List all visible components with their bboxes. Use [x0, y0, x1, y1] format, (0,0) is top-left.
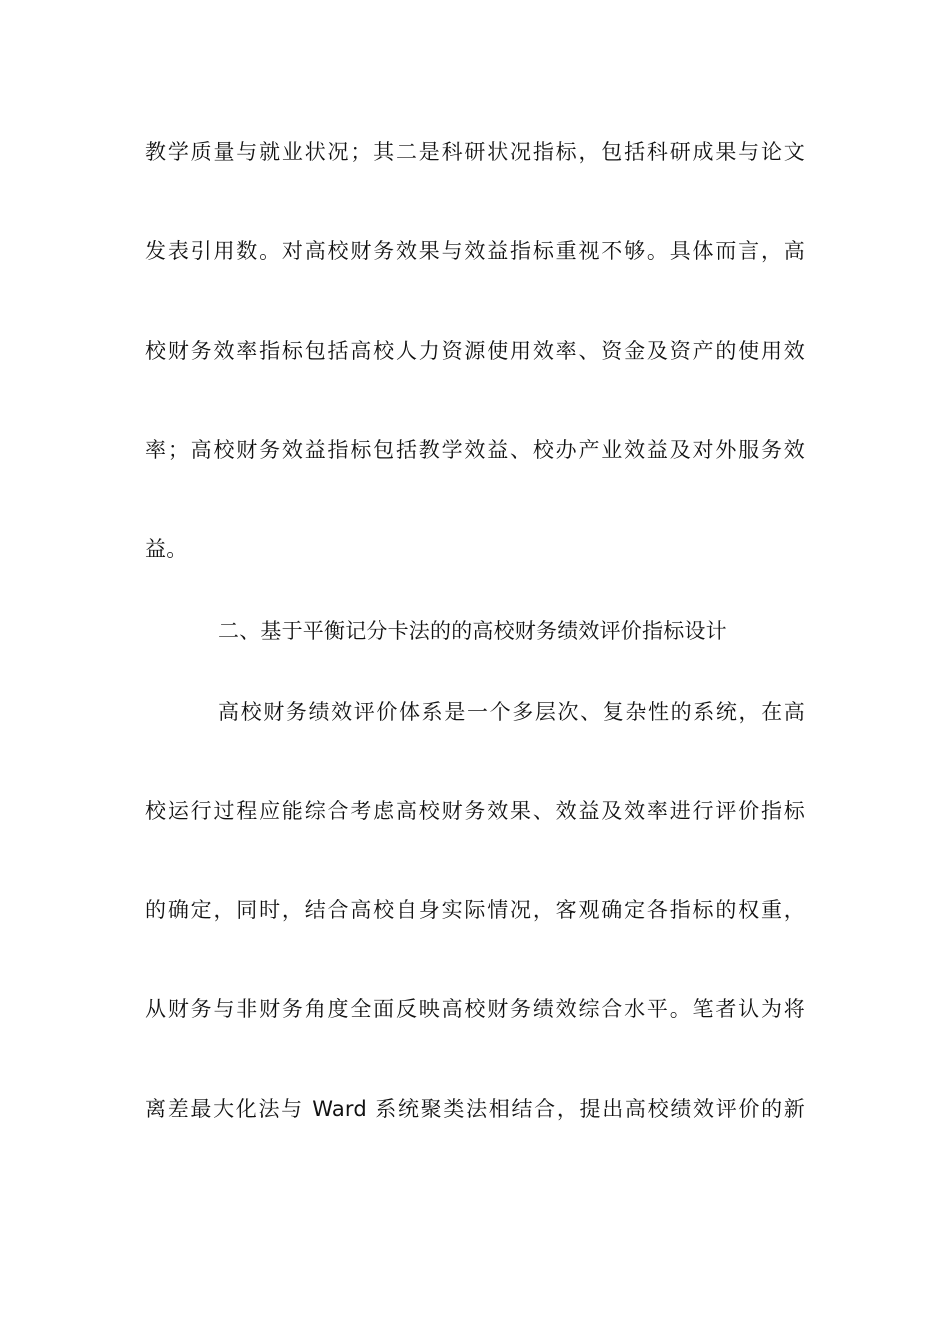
paragraph-2-line-2: 校运行过程应能综合考虑高校财务效果、效益及效率进行评价指标	[145, 799, 805, 823]
section-heading: 二、基于平衡记分卡法的的高校财务绩效评价指标设计	[218, 619, 727, 643]
paragraph-1-line-3: 校财务效率指标包括高校人力资源使用效率、资金及资产的使用效	[145, 339, 805, 363]
paragraph-2-line-3: 的确定，同时，结合高校自身实际情况，客观确定各指标的权重，	[145, 898, 805, 922]
paragraph-2-line-4: 从财务与非财务角度全面反映高校财务绩效综合水平。笔者认为将	[145, 997, 805, 1021]
paragraph-1-line-5: 益。	[145, 537, 188, 561]
paragraph-2-line-5: 离差最大化法与 Ward 系统聚类法相结合，提出高校绩效评价的新	[145, 1097, 805, 1121]
paragraph-1-line-2: 发表引用数。对高校财务效果与效益指标重视不够。具体而言，高	[145, 239, 805, 263]
paragraph-1-line-1: 教学质量与就业状况；其二是科研状况指标，包括科研成果与论文	[145, 140, 805, 164]
paragraph-1-line-4: 率；高校财务效益指标包括教学效益、校办产业效益及对外服务效	[145, 438, 805, 462]
paragraph-2-line-1: 高校财务绩效评价体系是一个多层次、复杂性的系统，在高	[218, 700, 805, 724]
